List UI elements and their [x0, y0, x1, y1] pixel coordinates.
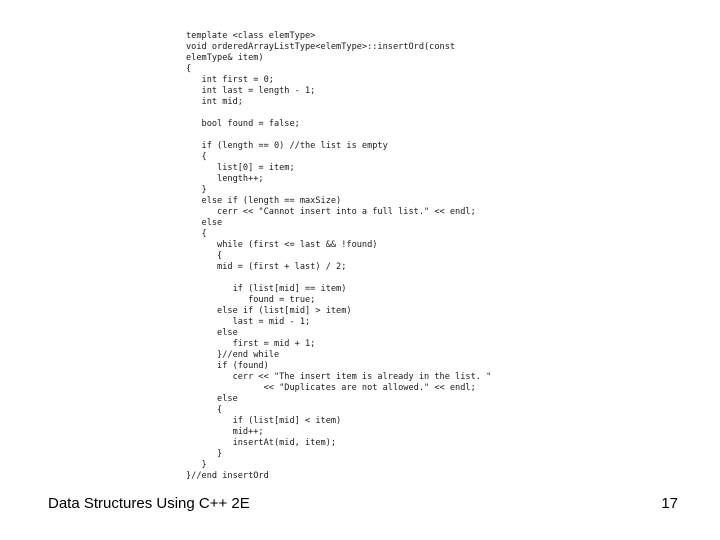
- code-line: if (found): [186, 361, 269, 371]
- code-line: void orderedArrayListType<elemType>::insertOrd(const: [186, 42, 456, 52]
- code-line: insertAt(mid, item);: [186, 438, 337, 448]
- code-line: {: [186, 251, 223, 261]
- code-line: }: [186, 185, 207, 195]
- code-line: << "Duplicates are not allowed." << endl;: [186, 383, 476, 393]
- code-line: {: [186, 405, 223, 415]
- code-listing: [186, 31, 491, 482]
- code-line: cerr << "Cannot insert into a full list." << endl;: [186, 207, 476, 217]
- code-line: int last = length - 1;: [186, 86, 316, 96]
- code-line: if (list[mid] < item): [186, 416, 342, 426]
- code-line: {: [186, 229, 207, 239]
- page-number: 17: [661, 495, 678, 512]
- code-line: else: [186, 328, 238, 338]
- code-line: }: [186, 460, 207, 470]
- code-line: [186, 273, 491, 284]
- code-line: }//end while: [186, 350, 280, 360]
- code-line: found = true;: [186, 295, 316, 305]
- code-line: int mid;: [186, 97, 243, 107]
- code-line: while (first <= last && !found): [186, 240, 378, 250]
- code-line: if (length == 0) //the list is empty: [186, 141, 388, 151]
- code-line: elemType& item): [186, 53, 264, 63]
- code-line: }: [186, 449, 223, 459]
- code-line: bool found = false;: [186, 119, 300, 129]
- code-line: first = mid + 1;: [186, 339, 316, 349]
- code-line: }//end insertOrd: [186, 471, 269, 481]
- code-line: else: [186, 394, 238, 404]
- code-line: mid = (first + last) / 2;: [186, 262, 347, 272]
- code-line: last = mid - 1;: [186, 317, 311, 327]
- code-line: else if (length == maxSize): [186, 196, 342, 206]
- code-line: {: [186, 152, 207, 162]
- code-line: [186, 130, 491, 141]
- code-line: else if (list[mid] > item): [186, 306, 352, 316]
- code-line: {: [186, 64, 192, 74]
- code-line: [186, 108, 491, 119]
- code-line: length++;: [186, 174, 264, 184]
- code-line: cerr << "The insert item is already in the list. ": [186, 372, 492, 382]
- code-line: mid++;: [186, 427, 264, 437]
- code-line: template <class elemType>: [186, 31, 316, 41]
- code-line: list[0] = item;: [186, 163, 295, 173]
- footer-title: Data Structures Using C++ 2E: [48, 495, 250, 512]
- code-line: int first = 0;: [186, 75, 274, 85]
- code-line: if (list[mid] == item): [186, 284, 347, 294]
- code-line: else: [186, 218, 223, 228]
